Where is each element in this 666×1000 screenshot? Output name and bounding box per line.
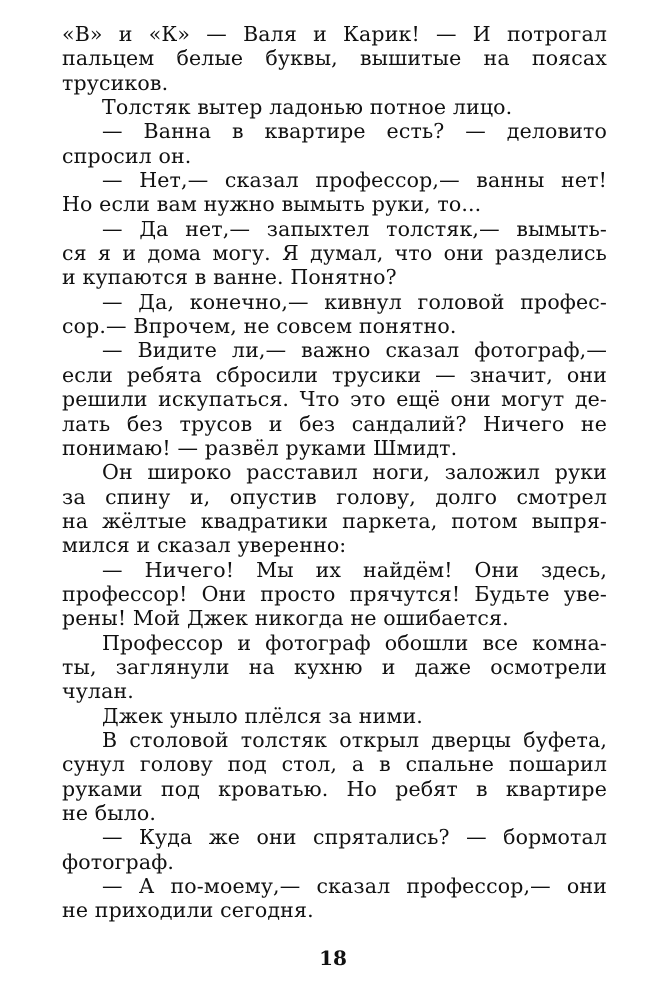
text-line: чулан. xyxy=(62,679,134,704)
text-line: лать без трусов и без сандалий? Ничего не xyxy=(62,411,607,436)
text-line: мился и сказал уверенно: xyxy=(62,533,347,558)
text-line: руками под кроватью. Но ребят в квартире xyxy=(62,776,607,801)
text-line: спросил он. xyxy=(62,143,192,168)
text-line: не приходили сегодня. xyxy=(62,898,314,923)
text-line: трусиков. xyxy=(62,70,169,95)
text-line: и купаются в ванне. Понятно? xyxy=(62,265,397,290)
text-line: сор.— Впрочем, не совсем понятно. xyxy=(62,314,457,339)
text-line: фотограф. xyxy=(62,849,175,874)
text-line: не было. xyxy=(62,801,157,825)
text-line: Но если вам нужно вымыть руки, то... xyxy=(62,192,482,217)
text-line: — Куда же они спрятались? — бормотал xyxy=(102,825,607,850)
body-text xyxy=(62,22,607,923)
text-line: Толстяк вытер ладонью потное лицо. xyxy=(102,95,513,120)
text-line: ты, заглянули на кухню и даже осмотрели xyxy=(62,654,607,679)
text-line: на жёлтые квадратики паркета, потом выпря- xyxy=(62,508,607,533)
text-line: Он широко расставил ноги, заложил руки xyxy=(102,460,607,485)
text-line: — Да нет,— запыхтел толстяк,— вымыть- xyxy=(102,216,607,241)
text-line: — Да, конечно,— кивнул головой профес- xyxy=(102,289,607,314)
text-line: Профессор и фотограф обошли все комна- xyxy=(102,630,607,655)
text-line: рены! Мой Джек никогда не ошибается. xyxy=(62,606,509,631)
text-line: если ребята сбросили трусики — значит, они xyxy=(62,362,607,387)
text-line: «В» и «К» — Валя и Карик! — И потрогал xyxy=(62,22,607,46)
text-line: В столовой толстяк открыл дверцы буфета, xyxy=(102,727,607,752)
text-line: понимаю! — развёл руками Шмидт. xyxy=(62,435,458,460)
text-line: профессор! Они просто прячутся! Будьте уве- xyxy=(62,581,607,606)
text-line: решили искупаться. Что это ещё они могут де- xyxy=(62,387,607,412)
text-line: — Видите ли,— важно сказал фотограф,— xyxy=(102,338,607,363)
text-line: — А по-моему,— сказал профессор,— они xyxy=(102,874,607,899)
text-line: пальцем белые буквы, вышитые на поясах xyxy=(62,46,607,71)
text-line: — Нет,— сказал профессор,— ванны нет! xyxy=(102,168,607,193)
text-line: — Ванна в квартире есть? — деловито xyxy=(102,119,607,144)
text-line: Джек уныло плёлся за ними. xyxy=(102,703,423,728)
text-line: — Ничего! Мы их найдём! Они здесь, xyxy=(102,557,607,582)
text-line: ся я и дома могу. Я думал, что они разделись xyxy=(62,241,607,266)
page-number: 18 xyxy=(319,946,347,970)
text-line: за спину и, опустив голову, долго смотрел xyxy=(62,484,607,509)
text-line: сунул голову под стол, а в спальне пошарил xyxy=(62,752,607,777)
